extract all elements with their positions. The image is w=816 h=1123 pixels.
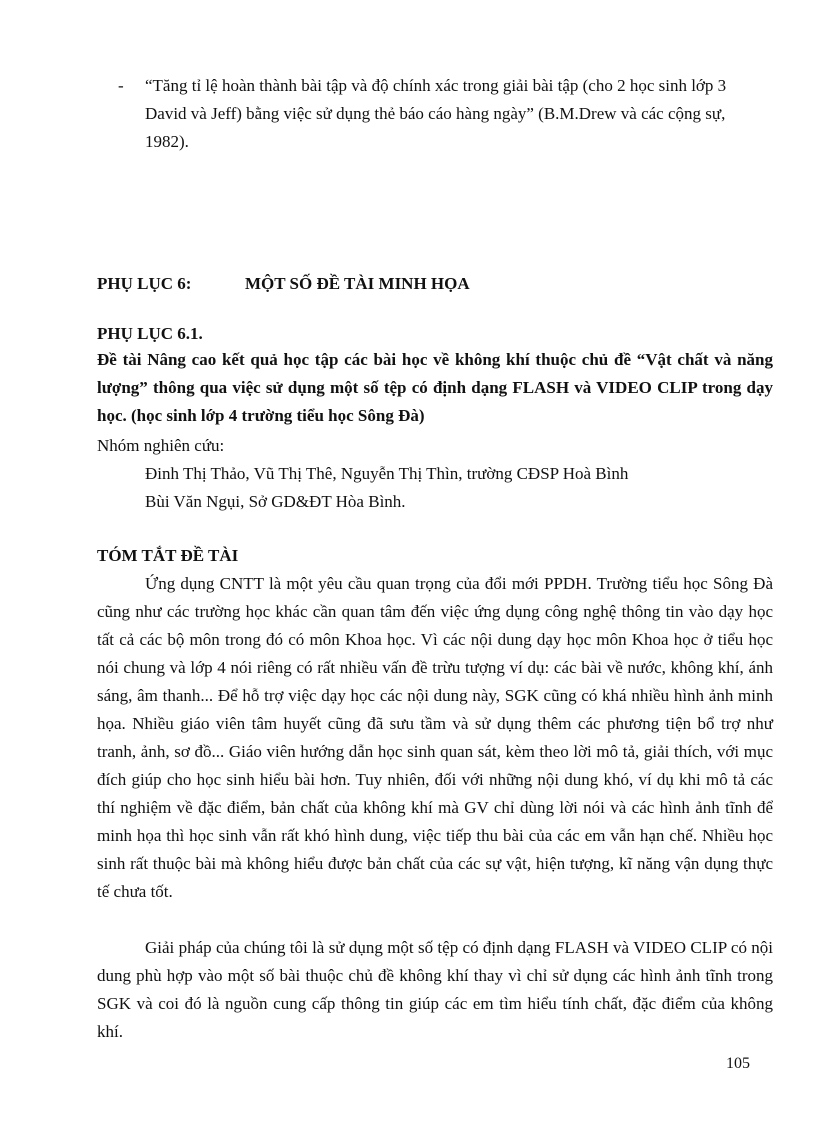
bullet-marker: - <box>118 76 124 95</box>
summary-paragraph: Giải pháp của chúng tôi là sử dụng một số tệp có định dạng FLASH và VIDEO CLIP có nội dung phù hợp vào một số bài thuộc chủ đề không khí thay vì chỉ sử dụng các hình ảnh tĩnh trong SGK và coi đó là nguồn cung cấp thông tin giúp các em tìm hiểu tính chất, đặc điểm của không khí. <box>97 938 773 1041</box>
appendix-number: PHỤ LỤC 6: <box>97 274 192 293</box>
summary-paragraph: Ứng dụng CNTT là một yêu cầu quan trọng của đổi mới PPDH. Trường tiểu học Sông Đà cũng như các trường học khác cần quan tâm đến việc ứng dụng công nghệ thông tin vào dạy học tất cả các bộ môn trong đó có môn Khoa học. Vì các nội dung dạy học môn Khoa học ở tiểu học nói chung và lớp 4 nói riêng có rất nhiều vấn đề trừu tượng ví dụ: các bài về nước, không khí, ánh sáng, âm thanh... Để hỗ trợ việc dạy học các nội dung này, SGK cũng có khá nhiều hình ảnh minh họa. Nhiều giáo viên tâm huyết cũng đã sưu tầm và sử dụng thêm các phương tiện bổ trợ như tranh, ảnh, sơ đồ... Giáo viên hướng dẫn học sinh quan sát, kèm theo lời mô tả, giải thích, với mục đích giúp cho học sinh hiểu bài hơn. Tuy nhiên, đối với những nội dung khó, ví dụ khi mô tả các thí nghiệm về đặc điểm, bản chất của không khí mà GV chỉ dùng lời nói và các hình ảnh tĩnh để minh họa thì học sinh vẫn rất khó hình dung, việc tiếp thu bài của các em vẫn hạn chế. Nhiều học sinh rất thuộc bài mà không hiểu được bản chất của các sự vật, hiện tượng, kĩ năng vận dụng thực tế chưa tốt. <box>97 574 773 901</box>
topic-title: Đề tài Nâng cao kết quả học tập các bài học về không khí thuộc chủ đề “Vật chất và năng lượng” thông qua việc sử dụng một số tệp có định dạng FLASH và VIDEO CLIP trong dạy học. (học sinh lớp 4 trường tiểu học Sông Đà) <box>97 350 773 425</box>
sub-appendix-number: PHỤ LỤC 6.1. <box>97 324 203 343</box>
research-member-line: Đinh Thị Thảo, Vũ Thị Thê, Nguyễn Thị Thìn, trường CĐSP Hoà Bình <box>145 464 629 483</box>
research-member-line: Bùi Văn Ngụi, Sở GD&ĐT Hòa Bình. <box>145 492 406 511</box>
research-group-label: Nhóm nghiên cứu: <box>97 436 225 455</box>
appendix-heading <box>97 270 470 298</box>
appendix-title: MỘT SỐ ĐỀ TÀI MINH HỌA <box>245 274 470 293</box>
page-number: 105 <box>726 1055 750 1072</box>
bullet-text: “Tăng tỉ lệ hoàn thành bài tập và độ chính xác trong giải bài tập (cho 2 học sinh lớp 3 David và Jeff) bằng việc sử dụng thẻ báo cáo hàng ngày” (B.M.Drew và các cộng sự, 1982). <box>145 76 727 151</box>
summary-heading: TÓM TẮT ĐỀ TÀI <box>97 546 239 565</box>
bullet-item <box>118 72 758 156</box>
